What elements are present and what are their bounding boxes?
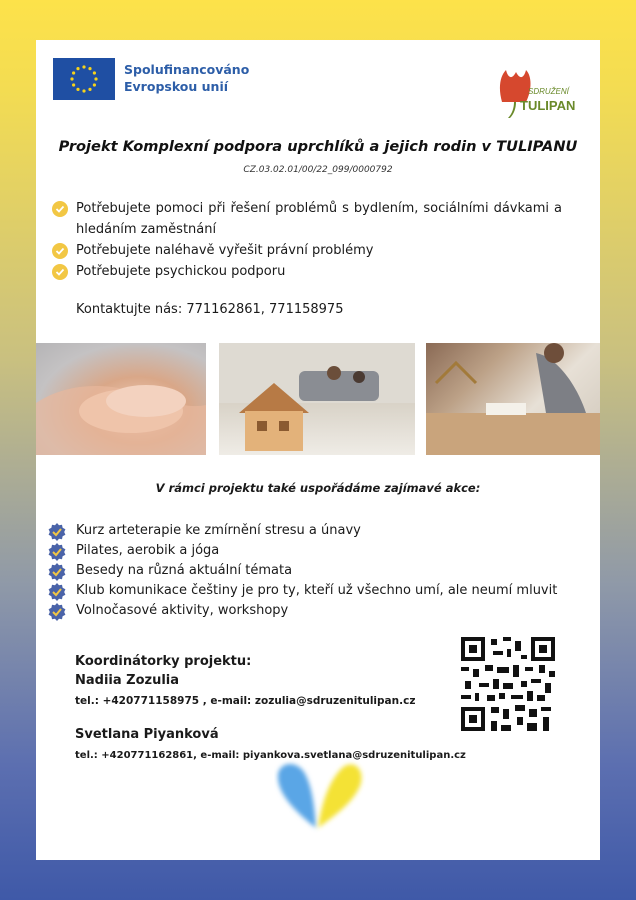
eu-cofinanced-text <box>124 61 249 95</box>
photo-legal-advice <box>426 343 600 455</box>
coordinators-heading: Koordinátorky projektu: <box>75 654 252 669</box>
event-item <box>48 541 562 561</box>
event-item <box>48 581 562 601</box>
coordinator-contact: tel.: +420771158975 , e-mail: zozulia@sdruzenitulipan.cz <box>75 695 416 707</box>
event-item <box>48 561 562 581</box>
events-list <box>48 521 562 621</box>
event-text: Pilates, aerobik a jóga <box>76 543 220 558</box>
photo-holding-hands <box>36 343 206 455</box>
logo-small-text: SDRUŽENÍ <box>528 87 569 96</box>
need-item <box>52 240 562 261</box>
project-title: Projekt Komplexní podpora uprchlíků a jejich rodin v TULIPANU <box>58 138 578 155</box>
check-badge-icon <box>48 523 66 541</box>
check-badge-icon <box>48 583 66 601</box>
logo-big-text: TULIPAN <box>520 98 576 113</box>
coordinator-name: Nadiia Zozulia <box>75 673 180 688</box>
leaflet-page <box>36 40 600 860</box>
contact-phones: Kontaktujte nás: 771162861, 771158975 <box>76 302 344 317</box>
eu-line1: Spolufinancováno <box>124 62 250 77</box>
event-text: Volnočasové aktivity, workshopy <box>76 603 289 618</box>
photo-strip <box>36 343 600 455</box>
event-text: Kurz arteterapie ke zmírnění stresu a únavy <box>76 523 361 538</box>
photo-family-house <box>219 343 415 455</box>
check-badge-icon <box>48 563 66 581</box>
events-title: V rámci projektu také uspořádáme zajímavé akce: <box>155 481 481 495</box>
event-item <box>48 601 562 621</box>
coordinator-contact: tel.: +420771162861, e-mail: piyankova.svetlana@sdruzenitulipan.cz <box>75 750 466 761</box>
event-text: Besedy na různá aktuální témata <box>76 563 293 578</box>
need-text: Potřebujete pomoci při řešení problémů s bydlením, sociálními dávkami a hledáním zaměstnání <box>76 201 562 237</box>
qr-code-icon <box>461 637 555 731</box>
check-circle-icon <box>52 264 68 280</box>
check-badge-icon <box>48 603 66 621</box>
project-code: CZ.03.02.01/00/22_099/0000792 <box>243 165 393 175</box>
tulipan-logo <box>496 58 578 120</box>
coordinator-name: Svetlana Piyanková <box>75 727 219 742</box>
check-badge-icon <box>48 543 66 561</box>
check-circle-icon <box>52 201 68 217</box>
eu-flag-icon <box>53 58 115 100</box>
needs-list <box>52 198 562 282</box>
need-text: Potřebujete naléhavě vyřešit právní problémy <box>76 243 374 258</box>
need-text: Potřebujete psychickou podporu <box>76 264 286 279</box>
need-item <box>52 261 562 282</box>
coordinator-block-1 <box>75 652 415 711</box>
event-item <box>48 521 562 541</box>
event-text: Klub komunikace češtiny je pro ty, kteří už všechno umí, ale neumí mluvit <box>76 583 558 598</box>
need-item <box>52 198 562 240</box>
heart-logo-icon <box>268 754 368 834</box>
check-circle-icon <box>52 243 68 259</box>
eu-line2: Evropskou unií <box>124 79 229 94</box>
